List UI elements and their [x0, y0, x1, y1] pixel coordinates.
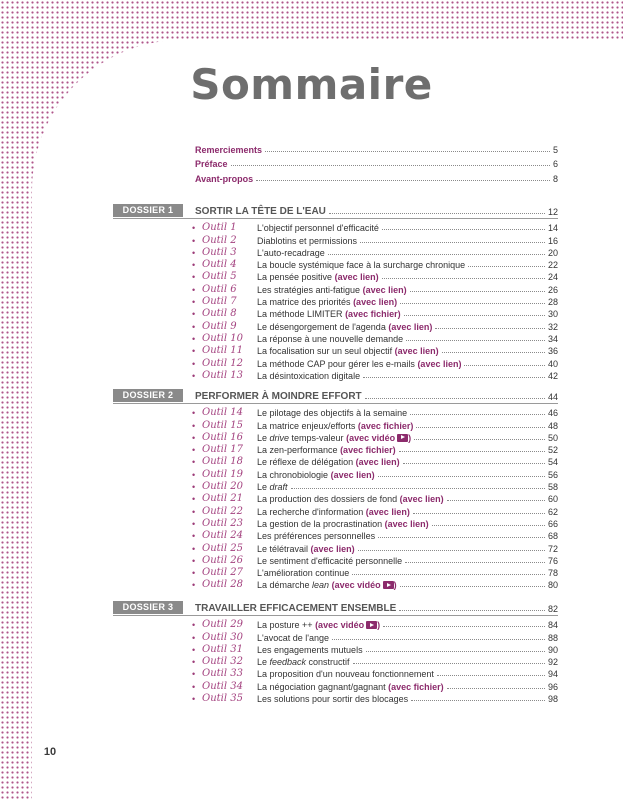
- dot-leader: [332, 639, 545, 640]
- outil-number: Outil 4: [202, 259, 237, 271]
- video-play-icon: [383, 581, 394, 589]
- dossier-title-row: [195, 388, 558, 402]
- outil-title: La focalisation sur un seul objectif (avec lien): [257, 346, 439, 357]
- dot-leader: [410, 414, 545, 415]
- dossier-divider: [113, 218, 558, 219]
- outil-title: La matrice des priorités (avec lien): [257, 297, 398, 308]
- dot-leader: [231, 165, 550, 166]
- outil-number: Outil 32: [202, 656, 243, 668]
- dot-leader: [256, 180, 550, 181]
- outil-title: La pensée positive (avec lien): [257, 272, 379, 283]
- bullet-icon: •: [192, 272, 196, 283]
- outil-page: 78: [547, 568, 558, 579]
- bullet-icon: •: [192, 235, 196, 246]
- outil-number: Outil 26: [202, 554, 243, 566]
- bullet-icon: •: [192, 543, 196, 554]
- outil-page: 24: [547, 272, 558, 283]
- outil-number: Outil 27: [202, 567, 243, 579]
- outil-number: Outil 3: [202, 246, 237, 258]
- outil-entry: [192, 455, 558, 467]
- outil-title: Le feedback constructif: [257, 657, 350, 668]
- bullet-icon: •: [192, 346, 196, 357]
- dot-leader: [363, 377, 545, 378]
- outil-page: 90: [547, 644, 558, 655]
- outil-title: La négociation gagnant/gagnant (avec fichier): [257, 681, 444, 692]
- outil-page: 98: [547, 694, 558, 705]
- outil-number: Outil 33: [202, 668, 243, 680]
- outil-title: La gestion de la procrastination (avec lien): [257, 518, 429, 529]
- outil-number: Outil 29: [202, 619, 243, 631]
- outil-number: Outil 11: [202, 345, 243, 357]
- dot-leader: [403, 463, 545, 464]
- outil-page: 92: [547, 657, 558, 668]
- bullet-icon: •: [192, 445, 196, 456]
- bullet-icon: •: [192, 408, 196, 419]
- outil-entry: [192, 356, 558, 368]
- outil-entry: [192, 283, 558, 295]
- outil-title: Le draft: [257, 482, 288, 493]
- outil-title: Le désengorgement de l'agenda (avec lien): [257, 321, 433, 332]
- dossier-title-row: [195, 600, 558, 614]
- dossier-badge: DOSSIER 1: [113, 204, 183, 217]
- outil-title: Les solutions pour sortir des blocages: [257, 694, 409, 705]
- outil-title: La méthode CAP pour gérer les e-mails (avec lien): [257, 358, 462, 369]
- dot-leader: [358, 550, 545, 551]
- entry-label: Avant-propos: [195, 174, 254, 184]
- bullet-icon: •: [192, 358, 196, 369]
- outil-page: 84: [547, 620, 558, 631]
- outil-page: 34: [547, 333, 558, 344]
- dossier-title: PERFORMER À MOINDRE EFFORT: [195, 391, 362, 402]
- outil-title: La proposition d'un nouveau fonctionnement: [257, 669, 434, 680]
- dot-leader: [400, 303, 545, 304]
- outil-entry: [192, 554, 558, 566]
- dot-leader: [411, 700, 545, 701]
- dot-leader: [405, 562, 545, 563]
- outil-page: 42: [547, 370, 558, 381]
- dot-leader: [400, 586, 545, 587]
- outil-number: Outil 16: [202, 431, 243, 443]
- dot-leader: [383, 626, 545, 627]
- bullet-icon: •: [192, 420, 196, 431]
- outil-entry: [192, 680, 558, 692]
- outil-page: 52: [547, 445, 558, 456]
- dossier-badge: DOSSIER 2: [113, 389, 183, 402]
- bullet-icon: •: [192, 223, 196, 234]
- outil-number: Outil 9: [202, 320, 237, 332]
- dot-leader: [416, 427, 545, 428]
- outil-entry: [192, 221, 558, 233]
- dot-leader: [360, 242, 545, 243]
- bullet-icon: •: [192, 457, 196, 468]
- bullet-icon: •: [192, 333, 196, 344]
- outil-page: 20: [547, 247, 558, 258]
- outil-title: Les engagements mutuels: [257, 644, 363, 655]
- outil-number: Outil 25: [202, 542, 243, 554]
- outil-page: 14: [547, 223, 558, 234]
- outil-title: Le sentiment d'efficacité personnelle: [257, 555, 403, 566]
- resource-tag: (avec lien): [362, 284, 407, 295]
- outil-page: 16: [547, 235, 558, 246]
- outil-title: L'objectif personnel d'efficacité: [257, 223, 379, 234]
- dot-leader: [437, 675, 545, 676]
- outil-entry: [192, 443, 558, 455]
- outil-number: Outil 10: [202, 332, 243, 344]
- outil-entry: [192, 233, 558, 245]
- outil-number: Outil 23: [202, 517, 243, 529]
- outil-entry: [192, 369, 558, 381]
- outil-entry: [192, 630, 558, 642]
- outil-number: Outil 17: [202, 444, 243, 456]
- outil-entry: [192, 655, 558, 667]
- outil-entry: [192, 258, 558, 270]
- dossier-page: 82: [547, 604, 558, 614]
- resource-tag: (avec vidéo ): [315, 620, 381, 631]
- dot-leader: [406, 340, 545, 341]
- bullet-icon: •: [192, 494, 196, 505]
- dot-leader: [404, 315, 545, 316]
- outil-entry: [192, 480, 558, 492]
- outil-entry: [192, 566, 558, 578]
- outil-title: L'avocat de l'ange: [257, 632, 329, 643]
- outil-entry: [192, 418, 558, 430]
- outil-number: Outil 15: [202, 419, 243, 431]
- outil-title: Diablotins et permissions: [257, 235, 358, 246]
- outil-entry: [192, 295, 558, 307]
- entry-label: Préface: [195, 159, 228, 169]
- entry-page: 5: [552, 145, 558, 155]
- bullet-icon: •: [192, 632, 196, 643]
- outil-entry: [192, 618, 558, 630]
- bullet-icon: •: [192, 518, 196, 529]
- outil-page: 68: [547, 531, 558, 542]
- outil-number: Outil 35: [202, 693, 243, 705]
- outil-entry: [192, 492, 558, 504]
- dot-leader: [328, 254, 545, 255]
- bullet-icon: •: [192, 657, 196, 668]
- outil-page: 56: [547, 469, 558, 480]
- entry-page: 8: [552, 174, 558, 184]
- outil-page: 66: [547, 518, 558, 529]
- outil-page: 62: [547, 506, 558, 517]
- resource-tag: (avec lien): [330, 469, 375, 480]
- outil-entry: [192, 319, 558, 331]
- outil-title: La posture ++ (avec vidéo ): [257, 620, 381, 631]
- resource-tag: (avec lien): [310, 543, 355, 554]
- dot-leader: [352, 574, 545, 575]
- outil-entry: [192, 578, 558, 590]
- outil-entry: [192, 307, 558, 319]
- outil-page: 32: [547, 321, 558, 332]
- outil-page: 60: [547, 494, 558, 505]
- dot-leader: [353, 663, 545, 664]
- outil-title: Le réflexe de délégation (avec lien): [257, 457, 400, 468]
- outil-entry: [192, 541, 558, 553]
- bullet-icon: •: [192, 297, 196, 308]
- dot-leader: [399, 610, 545, 611]
- bullet-icon: •: [192, 506, 196, 517]
- outil-title: La matrice enjeux/efforts (avec fichier): [257, 420, 414, 431]
- dot-leader: [329, 213, 545, 214]
- emphasis-word: feedback: [269, 657, 307, 668]
- outil-page: 28: [547, 297, 558, 308]
- outil-number: Outil 22: [202, 505, 243, 517]
- resource-tag: (avec lien): [388, 321, 433, 332]
- dot-leader: [410, 291, 545, 292]
- outil-title: Les préférences personnelles: [257, 531, 376, 542]
- bullet-icon: •: [192, 482, 196, 493]
- outil-entry: [192, 270, 558, 282]
- entry-page: 6: [552, 159, 558, 169]
- outil-title: La démarche lean (avec vidéo ): [257, 580, 397, 591]
- outil-entry: [192, 468, 558, 480]
- outil-number: Outil 31: [202, 643, 243, 655]
- dot-leader: [413, 513, 545, 514]
- outil-page: 48: [547, 420, 558, 431]
- outil-entry: [192, 529, 558, 541]
- bullet-icon: •: [192, 694, 196, 705]
- bullet-icon: •: [192, 370, 196, 381]
- outil-number: Outil 19: [202, 468, 243, 480]
- outil-entry: [192, 332, 558, 344]
- outil-entry: [192, 431, 558, 443]
- dot-leader: [365, 398, 545, 399]
- outil-page: 88: [547, 632, 558, 643]
- dot-leader: [399, 451, 545, 452]
- outil-title: La boucle systémique face à la surcharge chronique: [257, 260, 466, 271]
- outil-title: Le drive temps-valeur (avec vidéo ): [257, 432, 412, 443]
- outil-title: L'auto-recadrage: [257, 247, 325, 258]
- outil-number: Outil 14: [202, 407, 243, 419]
- outil-page: 58: [547, 482, 558, 493]
- outil-page: 36: [547, 346, 558, 357]
- dossier-divider: [113, 615, 558, 616]
- outil-title: La méthode LIMITER (avec fichier): [257, 309, 401, 320]
- bullet-icon: •: [192, 681, 196, 692]
- dossier-divider: [113, 403, 558, 404]
- dossier-page: 12: [547, 207, 558, 217]
- page-number: 10: [38, 740, 62, 764]
- resource-tag: (avec lien): [417, 358, 462, 369]
- resource-tag: (avec lien): [394, 346, 439, 357]
- outil-number: Outil 12: [202, 357, 243, 369]
- bullet-icon: •: [192, 568, 196, 579]
- resource-tag: (avec lien): [399, 494, 444, 505]
- outil-title: La zen-performance (avec fichier): [257, 445, 396, 456]
- outil-page: 76: [547, 555, 558, 566]
- resource-tag: (avec vidéo ): [346, 432, 412, 443]
- dot-leader: [378, 476, 545, 477]
- resource-tag: (avec fichier): [345, 309, 401, 320]
- outil-entry: [192, 667, 558, 679]
- bullet-icon: •: [192, 432, 196, 443]
- dossier-title: TRAVAILLER EFFICACEMENT ENSEMBLE: [195, 603, 397, 614]
- front-matter-entry: [195, 170, 558, 184]
- bullet-icon: •: [192, 620, 196, 631]
- outil-page: 72: [547, 543, 558, 554]
- outil-number: Outil 13: [202, 369, 243, 381]
- outil-page: 50: [547, 432, 558, 443]
- outil-page: 30: [547, 309, 558, 320]
- outil-entry: [192, 246, 558, 258]
- page-title: Sommaire: [190, 60, 433, 109]
- resource-tag: (avec fichier): [357, 420, 414, 431]
- bullet-icon: •: [192, 531, 196, 542]
- resource-tag: (avec lien): [353, 297, 398, 308]
- outil-page: 54: [547, 457, 558, 468]
- dot-leader: [442, 352, 545, 353]
- resource-tag: (avec lien): [355, 457, 400, 468]
- dot-leader: [291, 488, 545, 489]
- outil-number: Outil 18: [202, 456, 243, 468]
- outil-number: Outil 21: [202, 493, 243, 505]
- bullet-icon: •: [192, 644, 196, 655]
- dot-leader: [265, 151, 550, 152]
- emphasis-word: draft: [269, 482, 288, 493]
- outil-page: 46: [547, 408, 558, 419]
- resource-tag: (avec lien): [384, 518, 429, 529]
- dot-leader: [378, 537, 545, 538]
- outil-number: Outil 28: [202, 579, 243, 591]
- outil-page: 40: [547, 358, 558, 369]
- emphasis-word: lean: [312, 580, 330, 591]
- resource-tag: (avec lien): [365, 506, 410, 517]
- video-play-icon: [397, 434, 408, 442]
- outil-title: La chronobiologie (avec lien): [257, 469, 375, 480]
- bullet-icon: •: [192, 555, 196, 566]
- front-matter-entry: [195, 155, 558, 169]
- dossier-title: SORTIR LA TÊTE DE L'EAU: [195, 206, 326, 217]
- dot-leader: [447, 500, 545, 501]
- outil-entry: [192, 406, 558, 418]
- dot-leader: [382, 278, 545, 279]
- outil-page: 80: [547, 580, 558, 591]
- dot-leader: [447, 688, 545, 689]
- outil-number: Outil 30: [202, 631, 243, 643]
- dossier-badge: DOSSIER 3: [113, 601, 183, 614]
- bullet-icon: •: [192, 669, 196, 680]
- outil-number: Outil 5: [202, 271, 237, 283]
- bullet-icon: •: [192, 469, 196, 480]
- dot-leader: [382, 229, 545, 230]
- resource-tag: (avec lien): [334, 272, 379, 283]
- outil-entry: [192, 344, 558, 356]
- outil-title: La production des dossiers de fond (avec lien): [257, 494, 444, 505]
- outil-entry: [192, 504, 558, 516]
- resource-tag: (avec fichier): [340, 445, 396, 456]
- outil-entry: [192, 692, 558, 704]
- outil-entry: [192, 517, 558, 529]
- bullet-icon: •: [192, 260, 196, 271]
- outil-number: Outil 6: [202, 283, 237, 295]
- outil-number: Outil 34: [202, 680, 243, 692]
- bullet-icon: •: [192, 580, 196, 591]
- outil-number: Outil 2: [202, 234, 237, 246]
- bullet-icon: •: [192, 321, 196, 332]
- outil-title: L'amélioration continue: [257, 568, 350, 579]
- dossier-title-row: [195, 203, 558, 217]
- dossier-page: 44: [547, 392, 558, 402]
- entry-label: Remerciements: [195, 145, 263, 155]
- emphasis-word: drive: [269, 432, 290, 443]
- bullet-icon: •: [192, 309, 196, 320]
- dot-leader: [464, 365, 545, 366]
- dot-leader: [432, 525, 545, 526]
- resource-tag: (avec vidéo ): [331, 580, 397, 591]
- outil-title: Les stratégies anti-fatigue (avec lien): [257, 284, 407, 295]
- dot-leader: [366, 651, 545, 652]
- outil-number: Outil 8: [202, 308, 237, 320]
- outil-title: Le télétravail (avec lien): [257, 543, 355, 554]
- resource-tag: (avec fichier): [388, 681, 444, 692]
- outil-entry: [192, 643, 558, 655]
- outil-number: Outil 7: [202, 296, 237, 308]
- dot-leader: [414, 439, 545, 440]
- outil-title: La recherche d'information (avec lien): [257, 506, 410, 517]
- outil-page: 22: [547, 260, 558, 271]
- outil-title: La désintoxication digitale: [257, 370, 361, 381]
- bullet-icon: •: [192, 247, 196, 258]
- dot-leader: [435, 328, 545, 329]
- outil-title: Le pilotage des objectifs à la semaine: [257, 408, 408, 419]
- dot-leader: [468, 266, 545, 267]
- outil-title: La réponse à une nouvelle demande: [257, 333, 404, 344]
- outil-number: Outil 24: [202, 530, 243, 542]
- outil-number: Outil 20: [202, 481, 243, 493]
- outil-page: 26: [547, 284, 558, 295]
- outil-page: 96: [547, 681, 558, 692]
- front-matter-entry: [195, 141, 558, 155]
- outil-page: 94: [547, 669, 558, 680]
- bullet-icon: •: [192, 284, 196, 295]
- video-play-icon: [366, 621, 377, 629]
- outil-number: Outil 1: [202, 222, 237, 234]
